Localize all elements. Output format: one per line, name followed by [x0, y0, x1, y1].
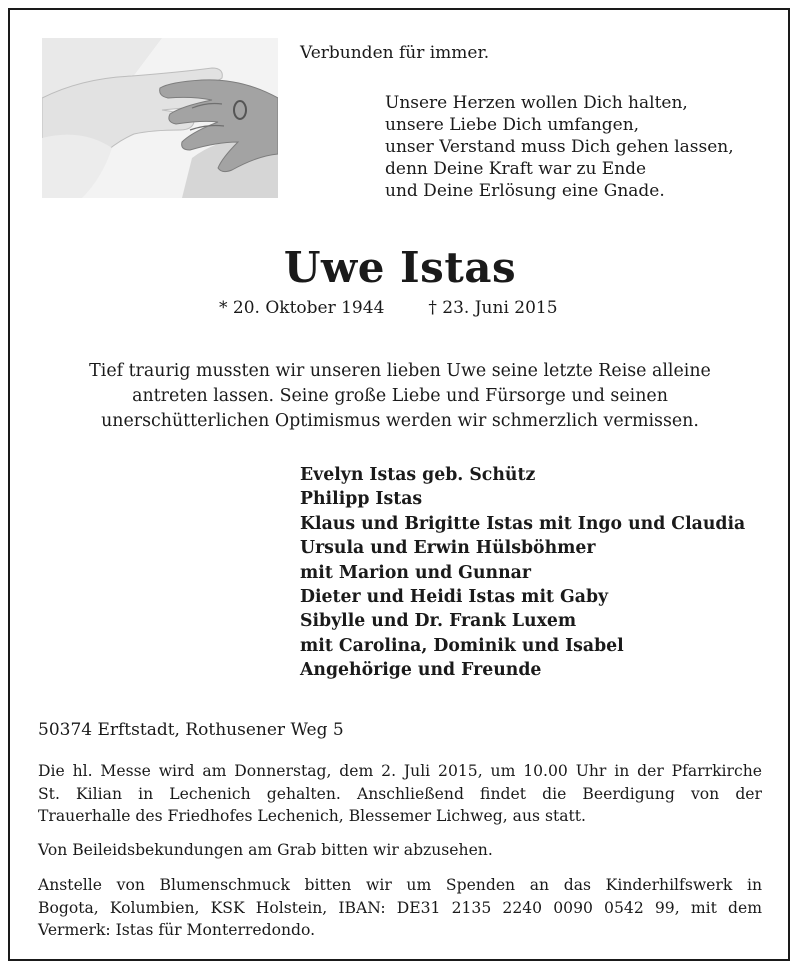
poem [385, 92, 734, 202]
motto: Verbunden für immer. [300, 43, 490, 63]
donation-line: Anstelle von Blumenschmuck bitten wir um Spenden an das Kinderhilfswerk in [38, 876, 762, 894]
mourner-entry: Dieter und Heidi Istas mit Gaby [300, 587, 609, 608]
poem-line: Unsere Herzen wollen Dich halten, [385, 93, 688, 113]
funeral-info [38, 760, 762, 828]
donation-line: Bogota, Kolumbien, KSK Holstein, IBAN: DE31 2135 2240 0090 0542 99, mit dem [38, 898, 762, 917]
hands-photo-icon [42, 38, 278, 198]
mourner-entry: mit Carolina, Dominik und Isabel [300, 635, 624, 656]
mourner-entry: Angehörige und Freunde [300, 660, 542, 681]
poem-line: unser Verstand muss Dich gehen lassen, [385, 137, 734, 157]
mourning-message [40, 359, 760, 434]
deceased-name: Uwe Istas [283, 243, 517, 292]
condolence-note [38, 839, 762, 862]
poem-line: denn Deine Kraft war zu Ende [385, 159, 647, 179]
mourner-entry: Philipp Istas [300, 489, 423, 510]
message-line: Tief traurig mussten wir unseren lieben Uwe seine letzte Reise alleine [89, 361, 711, 381]
family-address: 50374 Erftstadt, Rothusener Weg 5 [38, 720, 344, 740]
donation-line: Vermerk: Istas für Monterredondo. [38, 921, 316, 939]
poem-line: und Deine Erlösung eine Gnade. [385, 181, 665, 201]
message-line: antreten lassen. Seine große Liebe und Fürsorge und seinen [132, 386, 668, 406]
mourner-entry: Sibylle und Dr. Frank Luxem [300, 611, 577, 632]
funeral-line: Trauerhalle des Friedhofes Lechenich, Blessemer Lichweg, aus statt. [38, 807, 586, 825]
donation-info [38, 874, 762, 942]
mourner-entry: Ursula und Erwin Hülsböhmer [300, 538, 596, 559]
funeral-line: St. Kilian in Lechenich gehalten. Anschließend findet die Beerdigung von der [38, 784, 762, 803]
poem-line: unsere Liebe Dich umfangen, [385, 115, 640, 135]
mourners-list [300, 463, 745, 683]
funeral-line: Die hl. Messe wird am Donnerstag, dem 2. Juli 2015, um 10.00 Uhr in der Pfarrkirche [38, 762, 762, 780]
condolence-line: Von Beileidsbekundungen am Grab bitten wir abzusehen. [38, 841, 493, 859]
mourner-entry: mit Marion und Gunnar [300, 562, 531, 583]
mourner-entry: Klaus und Brigitte Istas mit Ingo und Claudia [300, 513, 746, 534]
mourner-entry: Evelyn Istas geb. Schütz [300, 465, 536, 485]
birth-date: * 20. Oktober 1944 [219, 298, 385, 318]
life-dates [219, 297, 558, 319]
message-line: unerschütterlichen Optimismus werden wir schmerzlich vermissen. [101, 411, 699, 431]
death-date: † 23. Juni 2015 [428, 298, 558, 318]
